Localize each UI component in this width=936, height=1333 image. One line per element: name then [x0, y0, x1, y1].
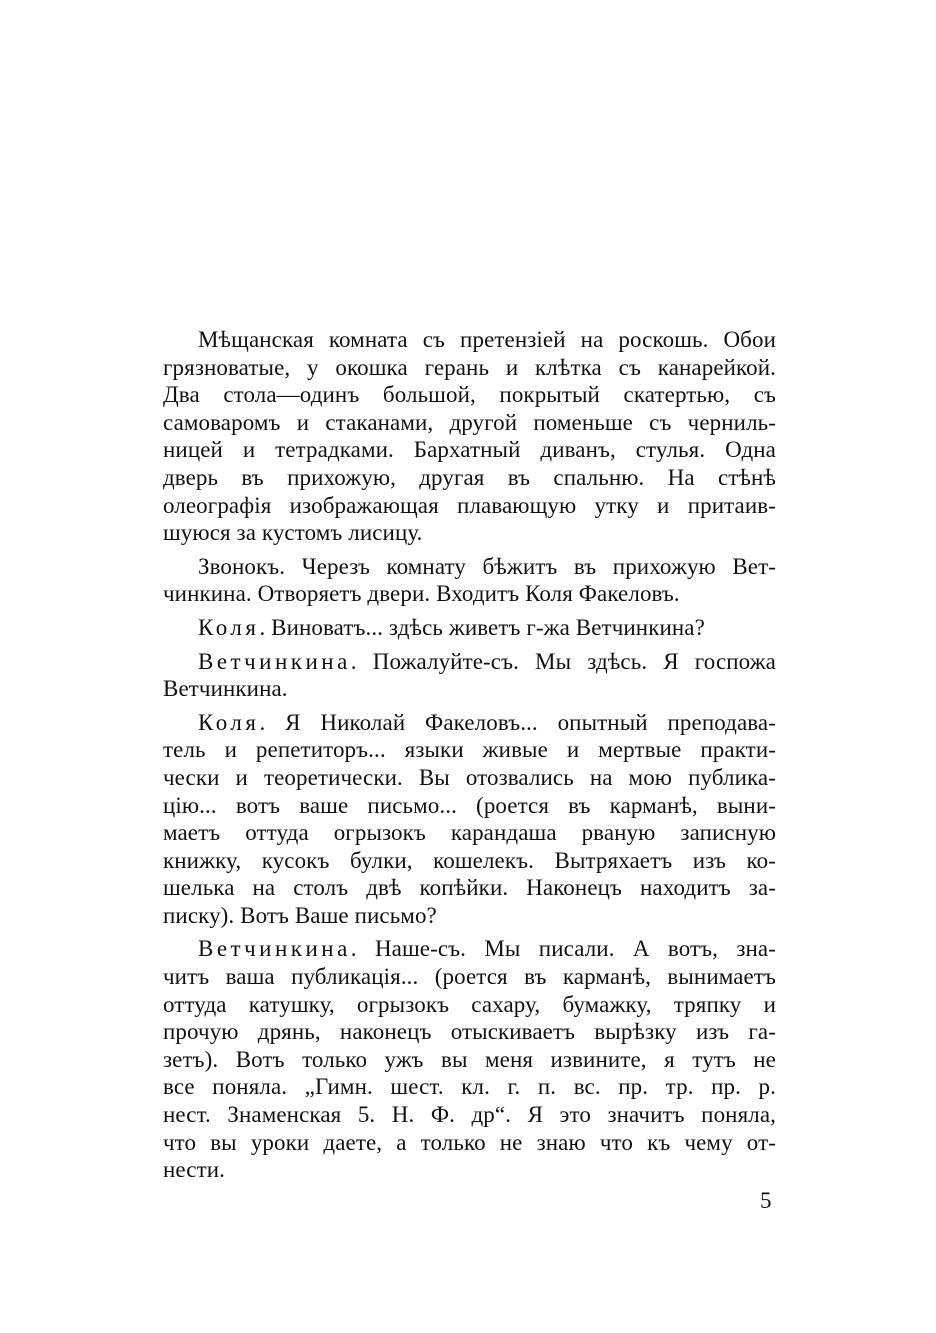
speaker-name: Коля: [198, 614, 260, 640]
speaker-name: Ветчинкина: [198, 936, 351, 962]
text-line: грязноватые, у окошка герань и клѣтка съ канарейкой.: [163, 354, 776, 380]
page-text: [163, 326, 776, 1184]
text-line: прочую дрянь, наконецъ отыскиваетъ вырѣзку изъ га-: [163, 1019, 776, 1045]
speech-text: . Пожалуйте-съ. Мы здѣсь. Я госпожа: [350, 648, 776, 674]
text-line: читъ ваша публикація... (роется въ карманѣ, вынимаетъ: [163, 964, 776, 990]
dialogue-paragraph: [163, 709, 776, 930]
text-line: книжку, кусокъ булки, кошелекъ. Вытряхаетъ изъ ко-: [163, 847, 776, 873]
text-line: зетъ). Вотъ только ужъ вы меня извините, я тутъ не: [163, 1046, 776, 1072]
text-line: тель и репетиторъ... языки живые и мертвые практи-: [163, 737, 776, 763]
text-line: шелька на столъ двѣ копѣйки. Наконецъ находитъ за-: [163, 875, 776, 901]
text-line: все поняла. „Гимн. шест. кл. г. п. вс. пр. тр. пр. р.: [163, 1074, 776, 1100]
text-line: шуюся за кустомъ лисицу.: [163, 520, 423, 546]
text-line: чески и теоретически. Вы отозвались на мою публика-: [163, 764, 776, 790]
text-line: нест. Знаменская 5. Н. Ф. др“. Я это значитъ поняла,: [163, 1102, 776, 1128]
page-number: 5: [760, 1188, 772, 1213]
text-line: чинкина. Отворяетъ двери. Входитъ Коля Факеловъ.: [163, 581, 680, 607]
dialogue-paragraph: [163, 935, 776, 1183]
dialogue-paragraph: [163, 648, 776, 703]
text-line: цію... вотъ ваше письмо... (роется въ карманѣ, выни-: [163, 792, 776, 818]
dialogue-paragraph: [163, 614, 776, 642]
text-line: писку). Вотъ Ваше письмо?: [163, 902, 437, 928]
speech-text: . Виноватъ... здѣсь живетъ г-жа Ветчинкина?: [259, 614, 705, 640]
text-line: [163, 648, 776, 676]
text-line: олеографія изображающая плавающую утку и притаив-: [163, 492, 776, 518]
text-line: маетъ оттуда огрызокъ карандаша рваную записную: [163, 820, 776, 846]
speech-text: . Наше-съ. Мы писали. А вотъ, зна-: [350, 936, 776, 962]
text-line: оттуда катушку, огрызокъ сахару, бумажку, тряпку и: [163, 991, 776, 1017]
speech-text: . Я Николай Факеловъ... опытный преподава-: [259, 709, 776, 735]
stage-direction-paragraph: [163, 326, 776, 547]
text-line: [163, 935, 776, 963]
text-line: Звонокъ. Черезъ комнату бѣжитъ въ прихожую Вет-: [198, 553, 776, 579]
text-line: Мѣщанская комната съ претензіей на роскошь. Обои: [198, 327, 776, 352]
speaker-name: Ветчинкина: [198, 648, 351, 674]
speaker-name: Коля: [198, 709, 260, 735]
stage-direction-paragraph: [163, 553, 776, 608]
text-line: [163, 709, 776, 737]
text-line: Два стола—одинъ большой, покрытый скатертью, съ: [163, 382, 776, 408]
text-line: самоваромъ и стаканами, другой поменьше съ черниль-: [163, 409, 776, 435]
text-line: что вы уроки даете, а только не знаю что къ чему от-: [163, 1129, 776, 1155]
text-line: ницей и тетрадками. Бархатный диванъ, стулья. Одна: [163, 437, 776, 463]
text-line: нести.: [163, 1157, 226, 1183]
text-line: [163, 614, 776, 642]
text-line: дверь въ прихожую, другая въ спальню. На стѣнѣ: [163, 464, 776, 490]
text-line: Ветчинкина.: [163, 676, 288, 702]
